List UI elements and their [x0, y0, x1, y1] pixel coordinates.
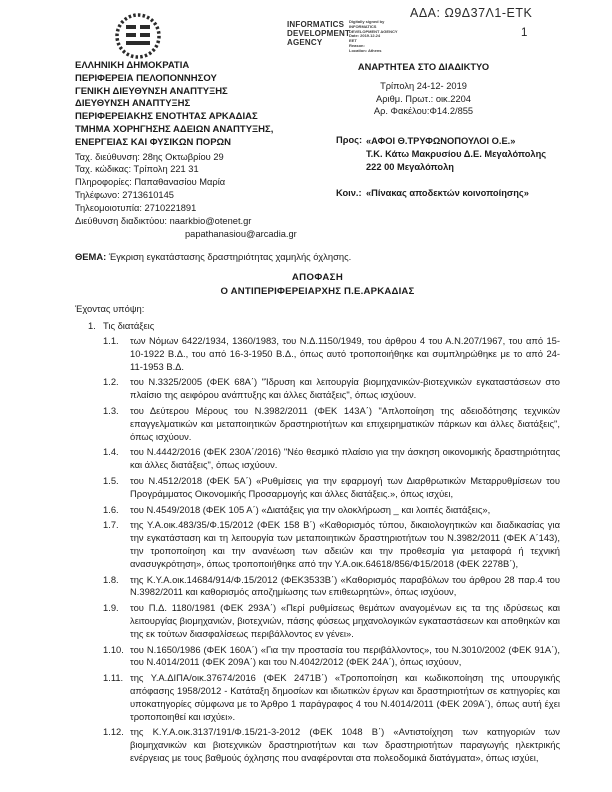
provision-item [103, 504, 560, 517]
provision-text: της Κ.Υ.Α.οικ.14684/914/Φ.15/2012 (ΦΕΚ3533Β΄) «Καθορισμός παραβόλων του άρθρου 28 παρ.4 του Ν.3982/2011 και καθορισμός αποζημίωσης των επιθεωρητών», όπως ισχύουν, [130, 573, 560, 598]
provision-text: του Ν.4442/2016 (ΦΕΚ 230Α΄/2016) "Νέο θεσμικό πλαίσιο για την άσκηση οικονομικής δραστηριότητας και άλλες διατάξεις", όπως ισχύουν. [130, 446, 560, 471]
provision-text: του Π.Δ. 1180/1981 (ΦΕΚ 293Α΄) «Περί ρυθμίσεως θεμάτων αναγομένων εις τα της ιδρύσεως και λειτουργίας βιομηχανιών, βιοτεχνιών, πάσης φύσεως μηχανολογικών εγκαταστάσεων και αποθηκών και της εκ τούτων διασφαλίσεως περιβάλλοντος εν γένει». [130, 602, 560, 639]
digital-signature-stamp [287, 20, 413, 54]
provision-item [103, 672, 560, 723]
provision-number: 1.7. [103, 519, 119, 531]
provision-number: 1.9. [103, 602, 119, 614]
cc-block [336, 187, 529, 198]
provision-item [103, 726, 560, 764]
publish-notice: ΑΝΑΡΤΗΤΕΑ ΣΤΟ ΔΙΑΔΙΚΤΥΟ [357, 62, 490, 72]
postal-code: Ταχ. κώδικας: Τρίπολη 221 31 [75, 164, 199, 175]
provision-text: της Υ.Α.ΔΙΠΑ/οικ.37674/2016 (ΦΕΚ 2471Β΄) «Τροποποίηση και κωδικοποίηση της υπουργικής απόφασης 1958/2012 - Κατάταξη δημοσίων και ιδιωτικών έργων και δραστηριοτήτων σε κατηγορίες και υποκατηγορίες σύμφωνα με το Άρθρο 1 παράγραφος 4 του Ν.4014/2011 (ΦΕΚ 209Α΄), όπως αυτή έχει τροποποιηθεί και ισχύει». [130, 672, 560, 722]
postal-address: Ταχ. διεύθυνση: 28ης Οκτωβρίου 29 [75, 151, 224, 162]
provision-item [103, 519, 560, 570]
provision-text: του Ν.4512/2018 (ΦΕΚ 5Α΄) «Ρυθμίσεις για την εφαρμογή των Διαρθρωτικών Μεταρρυθμίσεων του Προγράμματος Οικονομικής Προσαρμογής και άλλες διατάξεις.», όπως ισχύει, [130, 474, 560, 499]
contact-person: Πληροφορίες: Παπαθανασίου Μαρία [75, 177, 226, 188]
provisions-heading [88, 320, 560, 331]
provision-text: του Ν.1650/1986 (ΦΕΚ 160Α΄) «Για την προστασία του περιβάλλοντος», του Ν.3010/2002 (ΦΕΚ 91Α΄), του Ν.4014/2011 (ΦΕΚ 209Α΄) και του Ν.4042/2012 (ΦΕΚ 24Α΄), όπως ισχύουν, [130, 643, 560, 668]
provision-text: των Νόμων 6422/1934, 1360/1983, του Ν.Δ.1150/1949, του άρθρου 4 του Α.Ν.207/1967, του από 15-10-1922 Β.Δ., του από 16-3-1950 Β.Δ., όπως αυτό τροποποιήθηκε και συμπληρώθηκε με το από 24-11-1953 Β.Δ. [130, 335, 560, 372]
provision-item [103, 574, 560, 600]
provision-number: 1.2. [103, 376, 119, 388]
org-line: ΕΛΛΗΝΙΚΗ ΔΗΜΟΚΡΑΤΙΑ [75, 60, 190, 71]
signature-agency-name: INFORMATICS DEVELOPMENT AGENCY [287, 20, 351, 47]
provision-number: 1.5. [103, 474, 119, 486]
document-body [75, 245, 560, 768]
signature-details: Digitally signed by INFORMATICS DEVELOPMENT AGENCY Date: 2019.12.24 EET Reason: Location: Athens [349, 19, 398, 53]
subject-text: Έγκριση εγκατάστασης δραστηριότητας χαμηλής όχλησης. [106, 251, 352, 262]
to-label: Προς: [336, 135, 363, 145]
having-regard-line: Έχοντας υπόψη: [75, 303, 145, 314]
provision-number: 1.11. [103, 672, 124, 684]
org-line: ΤΜΗΜΑ ΧΟΡΗΓΗΣΗΣ ΑΔΕΙΩΝ ΑΝΑΠΤΥΞΗΣ, [75, 123, 274, 135]
provisions-heading-text: Τις διατάξεις [103, 320, 155, 331]
issuing-authority-block [75, 60, 320, 241]
org-line: ΓΕΝΙΚΗ ΔΙΕΥΘΥΝΣΗ ΑΝΑΠΤΥΞΗΣ [75, 85, 228, 97]
org-line: ΕΝΕΡΓΕΙΑΣ ΚΑΙ ΦΥΣΙΚΩΝ ΠΟΡΩΝ [75, 136, 232, 148]
provision-text: της Κ.Υ.Α.οικ.3137/191/Φ.15/21-3-2012 (ΦΕΚ 1048 Β΄) «Αντιστοίχηση των κατηγοριών των βιομηχανικών και βιοτεχνικών δραστηριοτήτων και των δραστηριοτήτων παραγωγής ηλεκτρικής ενέργειας με τους βαθμούς όχλησης που αναφέρονται στα πολεοδομικά διατάγματα», όπως ισχύει, [130, 726, 560, 763]
subject-label: ΘΕΜΑ: [75, 251, 107, 262]
org-line: ΠΕΡΙΦΕΡΕΙΑΚΗΣ ΕΝΟΤΗΤΑΣ ΑΡΚΑΔΙΑΣ [75, 111, 258, 123]
cc-label: Κοιν.: [336, 187, 362, 198]
provision-item [103, 376, 560, 402]
org-line: ΔΙΕΥΘΥΝΣΗ ΑΝΑΠΤΥΞΗΣ [75, 98, 191, 110]
ada-stamp [410, 6, 532, 20]
provision-number: 1.8. [103, 573, 119, 585]
provision-text: του Δεύτερου Μέρους του Ν.3982/2011 (ΦΕΚ 143Α΄) "Απλοποίηση της αδειοδότησης τεχνικών επαγγελματικών και μεταποιητικών δραστηριοτήτων και επιχειρηματικών πάρκων και άλλες διατάξεις", όπως ισχύουν. [130, 404, 560, 442]
provision-text: του Ν.3325/2005 (ΦΕΚ 68Α΄) "Ίδρυση και λειτουργία βιομηχανικών-βιοτεχνικών εγκαταστάσεων στο πλαίσιο της αειφόρου ανάπτυξης και άλλες διατάξεις", όπως ισχύουν. [130, 376, 560, 401]
provision-item [103, 602, 560, 640]
email-address: Διεύθυνση διαδικτύου: naarkbio@otenet.gr [75, 216, 252, 227]
ada-value: Ω9Δ37Λ1-ΕΤΚ [444, 6, 533, 20]
greek-state-emblem-icon [113, 11, 163, 61]
recipient-locality: Τ.Κ. Κάτω Μακρυσίου Δ.Ε. Μεγαλόπολης [366, 148, 547, 159]
recipient-postal: 222 00 Μεγαλόπολη [366, 161, 454, 172]
provision-item [103, 335, 560, 373]
contact-info-block [75, 151, 320, 241]
provision-item [103, 405, 560, 443]
provision-number: 1.6. [103, 503, 119, 515]
provision-number: 1.4. [103, 446, 119, 458]
provision-item [103, 475, 560, 501]
decision-subtitle: Ο ΑΝΤΙΠΕΡΙΦΕΡΕΙΑΡΧΗΣ Π.Ε.ΑΡΚΑΔΙΑΣ [220, 286, 415, 297]
provision-text: της Υ.Α.οικ.483/35/Φ.15/2012 (ΦΕΚ 158 Β΄) «Καθορισμός τύπου, δικαιολογητικών και διαδικασίας για την εγκατάσταση και τη λειτουργία των μεταποιητικών δραστηριοτήτων του Ν.3982/2011 (ΦΕΚ Α΄143), την τροποποίηση και την ανανέωση των αδειών και την προθεσμία για μεταφορά ή τεχνική ανασυγκρότηση», όπως τροποποιήθηκε από την Υ.Α.οικ.64618/856/Φ15/2018 (ΦΕΚ 2278Β΄), [130, 519, 560, 569]
recipient-address [366, 135, 546, 174]
provisions-list [103, 335, 560, 765]
provision-number: 1.10. [103, 643, 124, 655]
phone-number: Τηλέφωνο: 2713610145 [75, 190, 174, 201]
recipient-name: «ΑΦΟΙ Θ.ΤΡΥΦΩΝΟΠΟΥΛΟΙ Ο.Ε.» [366, 136, 516, 146]
provision-item [103, 644, 560, 670]
ada-label: ΑΔΑ: [410, 6, 441, 20]
subject-line [75, 245, 560, 263]
email-address-secondary: papathanasiou@arcadia.gr [185, 229, 297, 240]
decision-title: ΑΠΟΦΑΣΗ [291, 272, 344, 283]
provision-number: 1.1. [103, 335, 119, 346]
issue-date: Τρίπολη 24-12- 2019 [380, 81, 467, 91]
cc-text: «Πίνακας αποδεκτών κοινοποίησης» [366, 187, 529, 198]
org-line: ΠΕΡΙΦΕΡΕΙΑ ΠΕΛΟΠΟΝΝΗΣΟΥ [75, 72, 217, 84]
provisions-number: 1. [88, 320, 96, 331]
provision-number: 1.12. [103, 726, 124, 738]
provision-item [103, 446, 560, 472]
provision-number: 1.3. [103, 404, 119, 416]
page-number: 1 [521, 27, 528, 39]
recipient-block [336, 135, 547, 174]
file-number: Αρ. Φακέλου:Φ14.2/855 [373, 106, 474, 116]
document-meta-block [336, 62, 547, 198]
protocol-number: Αριθμ. Πρωτ.: οικ.2204 [376, 93, 471, 104]
fax-number: Τηλεομοιοτυπία: 2710221891 [75, 203, 197, 214]
provision-text: του Ν.4549/2018 (ΦΕΚ 105 Α΄) «Διατάξεις για την ολοκλήρωση _ και λοιπές διατάξεις», [130, 503, 491, 515]
